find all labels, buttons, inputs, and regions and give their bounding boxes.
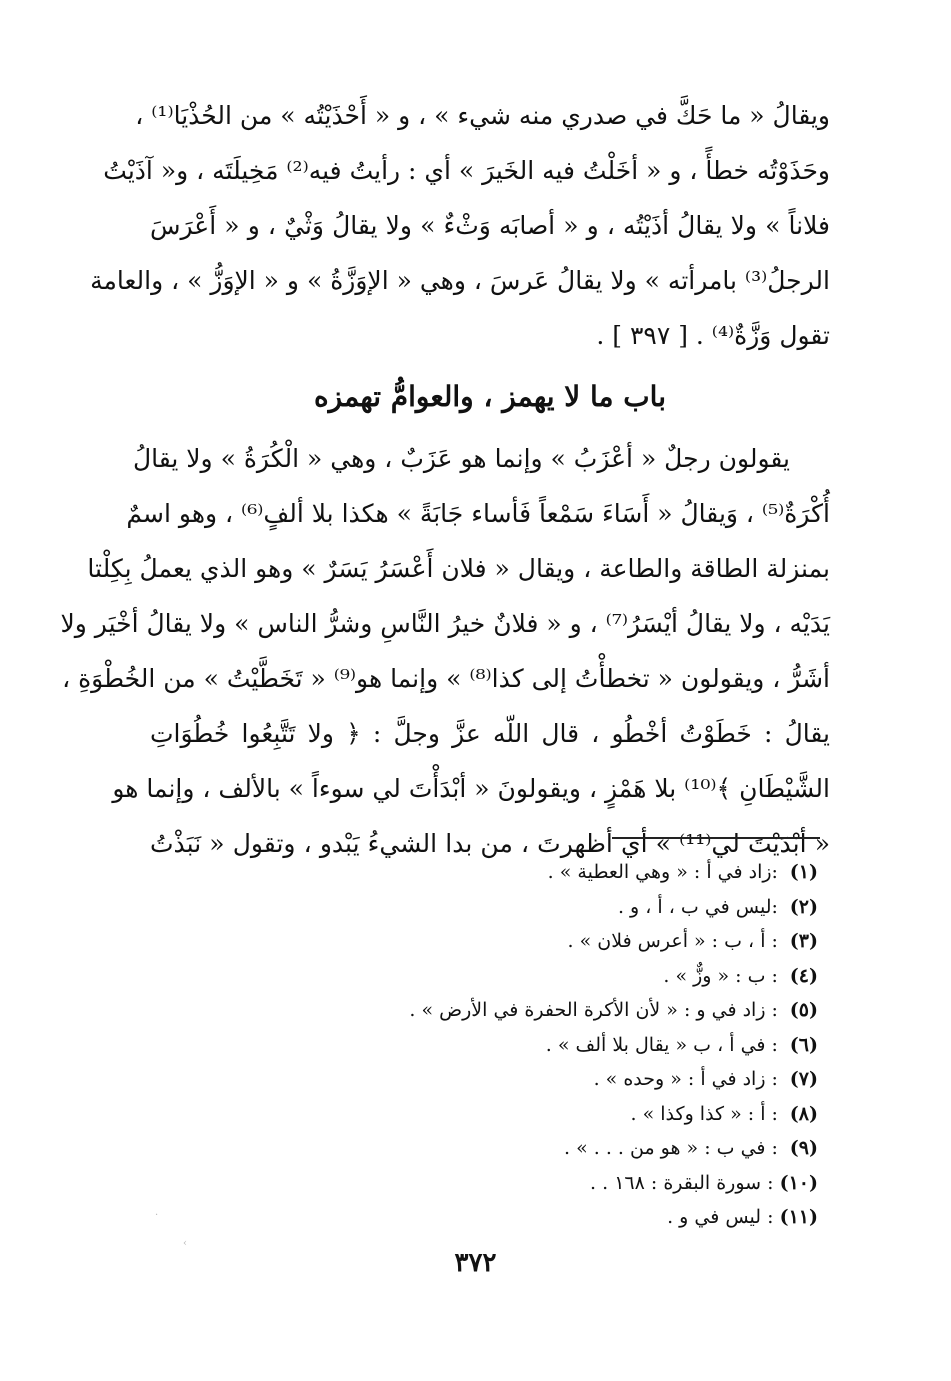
footnote-number: (٦) <box>789 1033 818 1056</box>
footnote <box>298 1200 818 1235</box>
page-number: ٣٧٢ <box>454 1248 497 1278</box>
section-heading: باب ما لا يهمز ، والعوامُّ تهمزه <box>314 380 666 413</box>
main-text <box>60 88 830 871</box>
scan-speck: ‹ <box>183 1238 187 1249</box>
footnote <box>298 1062 818 1097</box>
footnote-text: :ليس في ب ، أ ، و . <box>617 895 778 918</box>
footnote <box>298 1166 818 1201</box>
footnote-text: : أ : « كذا وكذا » . <box>630 1102 778 1125</box>
footnote <box>298 924 818 959</box>
text-line: الرجلُ⁽³⁾ بامرأته » ولا يقالُ عَرسَ ، وهي « الإوَزَّةُ » و « الإوَزُّ » ، والعامة <box>90 266 830 295</box>
footnote-number: (٧) <box>789 1068 818 1090</box>
footnote-text: : ب : « وزٌّ » . <box>663 964 778 987</box>
footnote-divider <box>612 837 820 839</box>
footnote <box>298 1131 818 1166</box>
footnote-text: : أ ، ب : « أعرس فلان » . <box>567 930 778 952</box>
footnote-number: (٢) <box>789 895 818 918</box>
text-line: يقالُ : خَطَوْتُ أخْطُو ، قال اللّه عزَّ وجلَّ : ﴿ ولا تَتَّبِعُوا خُطُوَاتِ <box>150 719 830 748</box>
footnote-number: (٥) <box>789 999 818 1021</box>
text-line: يَدَيْه ، ولا يقالُ أيْسَرُ⁽⁷⁾ ، و « فلانٌ خيرُ النَّاسِ وشرُّ الناس » ولا يقالُ أخْيَر ولا <box>60 609 830 638</box>
footnote-text: : في أ ، ب « يقال بلا ألف » . <box>545 1033 778 1056</box>
text-line: أشَرُّ ، ويقولون « تخطأْتُ إلى كذا⁽⁸⁾ » وإنما هو⁽⁹⁾ « تَخَطَّيْتُ » من الخُطْوَةِ ، <box>62 664 830 693</box>
footnote <box>298 993 818 1028</box>
footnote-number: (١٠) <box>779 1171 818 1194</box>
text-line: « أبْدَيْتَ لي⁽¹¹⁾ » أي أظهرتَ ، من بدا الشيءُ يَبْدو ، وتقول « نَبَذْتُ <box>150 829 830 858</box>
footnote <box>298 890 818 925</box>
footnote-number: (٨) <box>789 1102 818 1125</box>
footnote-text: : ليس في و . <box>667 1206 774 1228</box>
text-line: بمنزلة الطاقة والطاعة ، ويقال « فلان أَعْسَرُ يَسَرٌ » وهو الذي يعملُ بِكِلْتا <box>87 554 830 583</box>
text-line: يقولون رجلٌ « أعْزَبُ » وإنما هو عَزَبٌ ، وهي « الْكُرَةُ » ولا يقالُ <box>132 444 790 473</box>
footnote-text: :زاد في أ : « وهي العطية » . <box>547 861 778 883</box>
footnote-number: (٩) <box>789 1137 818 1159</box>
text-line: فلاناً » ولا يقالُ أذَيْتُه ، و « أصابَه وَثْءٌ » ولا يقالُ وَثْيٌ ، و « أَعْرَسَ <box>150 211 830 240</box>
text-line: وحَذَوْتُه خطأً ، و « أخَلْتُ فيه الخَيرَ » أي : رأيتُ فيه⁽²⁾ مَخِيلَتَه ، و« آذَيْتُ <box>103 156 830 185</box>
text-line: أُكْرَةٌ⁽⁵⁾ ، وَيقالُ « أَسَاءَ سَمْعاً فَأساء جَابَةً » هكذا بلا ألفٍ⁽⁶⁾ ، وهو اسمٌ <box>126 499 830 528</box>
footnote <box>298 959 818 994</box>
footnote-text: : زاد في أ : « وحده » . <box>593 1068 778 1090</box>
footnote-text: : زاد في و : « لأن الأكرة الحفرة في الأرض » . <box>409 999 778 1021</box>
text-line: تقول وَزَّةٌ⁽⁴⁾ . [ ٣٩٧ ] . <box>596 321 830 350</box>
footnote <box>298 855 818 890</box>
footnote-text: : سورة البقرة : ١٦٨ . . <box>590 1171 774 1194</box>
footnote-number: (٣) <box>789 930 818 952</box>
footnote-number: (١١) <box>779 1206 818 1228</box>
footnote <box>298 1028 818 1063</box>
footnote <box>298 1097 818 1132</box>
footnotes <box>298 855 818 1235</box>
text-line: ويقالُ « ما حَكَّ في صدري منه شيء » ، و « أَحْذَيْتُه » من الحُذْيَا⁽¹⁾ ، <box>135 101 830 130</box>
text-line: الشَّيْطَانِ ﴾⁽¹⁰⁾ بلا هَمْزٍ ، ويقولونَ « أبْدَأْتَ لي سوءاً » بالألف ، وإنما هو <box>112 774 830 803</box>
footnote-number: (١) <box>789 861 818 883</box>
footnote-text: : في ب : « هو من . . . » . <box>564 1137 778 1159</box>
scan-speck: · <box>155 1210 159 1221</box>
footnote-number: (٤) <box>789 964 818 987</box>
